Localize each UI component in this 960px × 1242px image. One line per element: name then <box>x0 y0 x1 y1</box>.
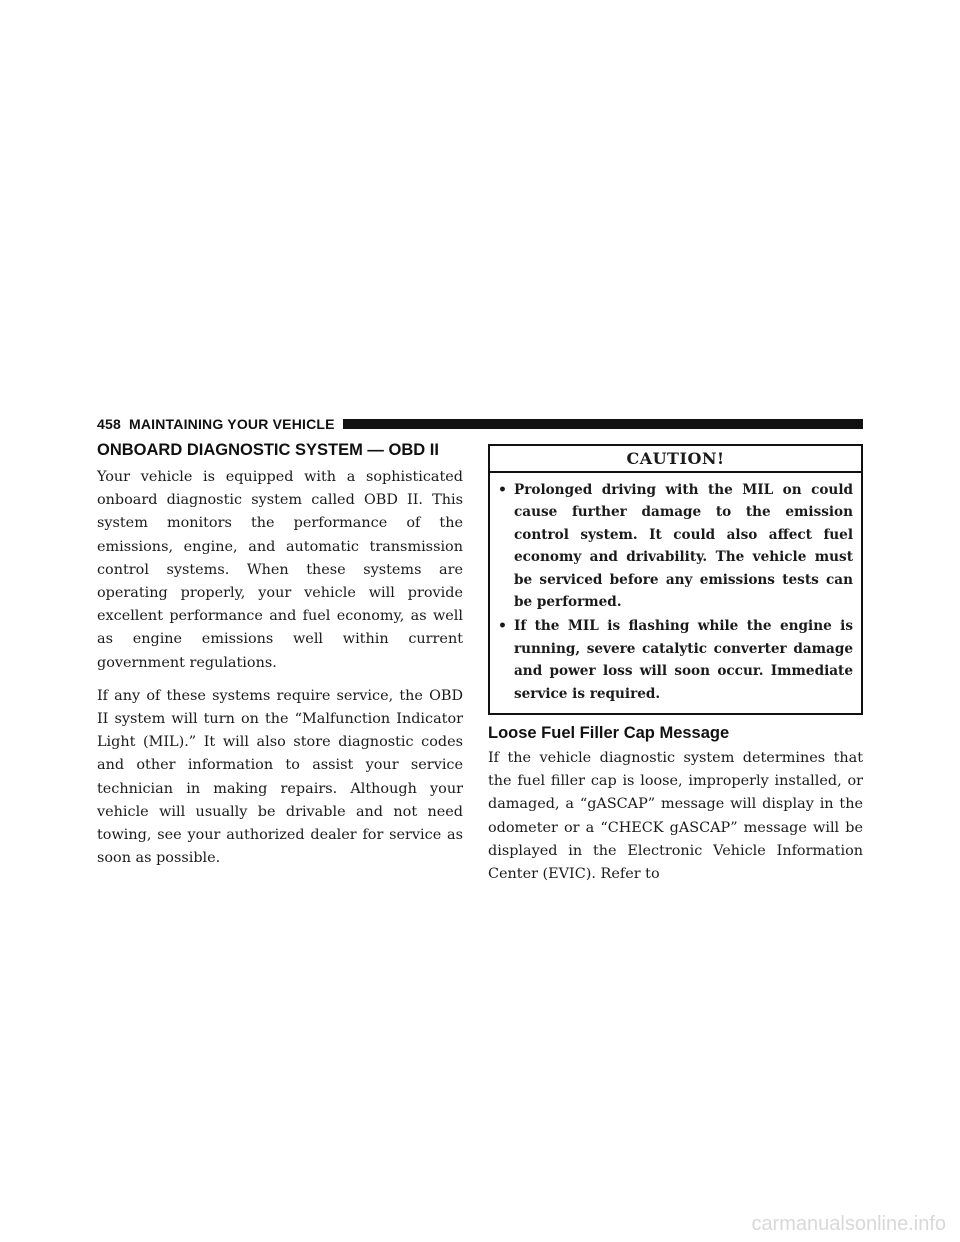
caution-item-text: Prolonged driving with the MIL on could cause further damage to the emission control system. It could also affect fuel economy and drivability. The vehicle must be serviced before any emissions tests can be performed. <box>514 482 853 611</box>
caution-item <box>498 615 853 705</box>
bullet-icon: • <box>498 618 507 635</box>
caution-list <box>490 473 861 713</box>
caution-item-text: If the MIL is flashing while the engine is running, severe catalytic converter damage and power loss will soon occur. Immediate service is required. <box>514 618 853 702</box>
body-paragraph: Your vehicle is equipped with a sophisticated onboard diagnostic system called OBD II. This system monitors the performance of the emissions, engine, and automatic transmission control systems. When these systems are operating properly, your vehicle will provide excellent performance and fuel economy, as well as engine emissions well within current government regulations. <box>97 469 463 671</box>
subsection-title: Loose Fuel Filler Cap Message <box>488 724 730 743</box>
caution-heading: CAUTION! <box>490 446 861 473</box>
bullet-icon: • <box>498 482 507 498</box>
right-column <box>488 444 863 896</box>
body-paragraph: If any of these systems require service, the OBD II system will turn on the “Malfunction Indicator Light (MIL).” It will also store diagnostic codes and other information to assist your service technician in making repairs. Although your vehicle will usually be drivable and not need towing, see your authorized dealer for service as soon as possible. <box>97 687 463 867</box>
section-title: ONBOARD DIAGNOSTIC SYSTEM — OBD II <box>97 441 439 459</box>
header-rule <box>343 419 863 429</box>
page-header <box>97 416 863 432</box>
watermark: carmanualsonline.info <box>751 1213 946 1235</box>
page-number: 458 <box>97 416 121 432</box>
caution-box <box>488 444 863 715</box>
body-paragraph: If the vehicle diagnostic system determines that the fuel filler cap is loose, improperly installed, or damaged, a “gASCAP” message will display in the odometer or a “CHECK gASCAP” message will be displayed in the Electronic Vehicle Information Center (EVIC). Refer to <box>488 750 863 883</box>
caution-item <box>498 479 853 613</box>
left-column <box>97 440 463 880</box>
running-header-section: MAINTAINING YOUR VEHICLE <box>128 416 335 432</box>
